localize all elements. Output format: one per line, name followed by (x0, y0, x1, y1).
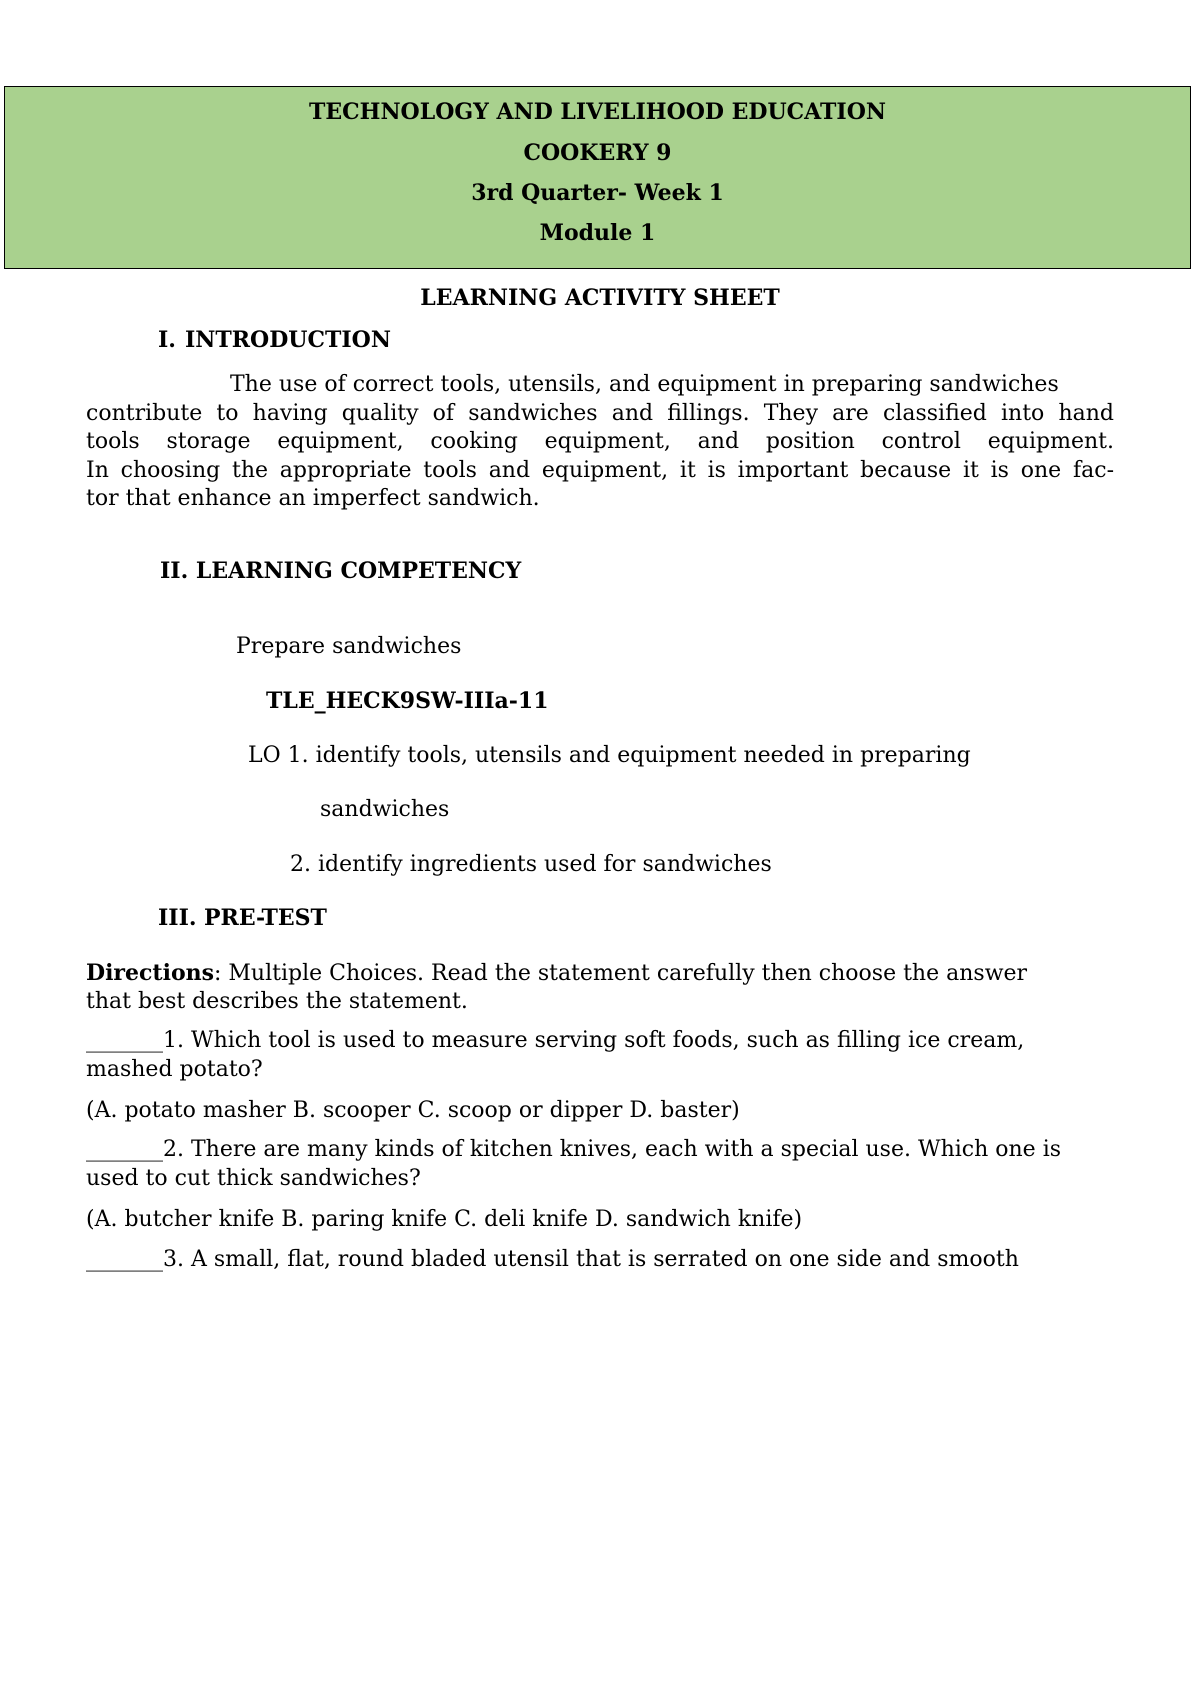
directions-continued: that best describes the statement. (86, 989, 468, 1014)
module-label: Module 1 (539, 220, 656, 246)
sheet-title: LEARNING ACTIVITY SHEET (420, 285, 780, 311)
question-3: _______3. A small, flat, round bladed utensil that is serrated on one side and smooth (86, 1247, 1019, 1272)
pretest-heading: PRE-TEST (204, 905, 327, 931)
question-1: _______1. Which tool is used to measure serving soft foods, such as filling ice cream, (86, 1028, 1025, 1053)
learning-objective-1-continued: sandwiches (320, 797, 450, 822)
competency-code: TLE_HECK9SW-IIIa-11 (266, 688, 549, 714)
intro-line-4: In choosing the appropriate tools and equipment, it is important because it is one fac- (86, 458, 1114, 483)
course-title: COOKERY 9 (523, 140, 672, 166)
directions (86, 960, 1027, 987)
quarter-week: 3rd Quarter- Week 1 (471, 180, 724, 206)
question-2-continued: used to cut thick sandwiches? (86, 1166, 421, 1191)
intro-line-2: contribute to having quality of sandwiches and fillings. They are classified into hand (86, 401, 1114, 426)
question-1-continued: mashed potato? (86, 1057, 263, 1082)
learning-objective-1: LO 1. identify tools, utensils and equipment needed in preparing (248, 743, 971, 768)
competency-heading: II. LEARNING COMPETENCY (160, 558, 522, 584)
pretest-heading-number: III. (158, 905, 197, 931)
introduction-heading-number: I. (158, 327, 176, 353)
header-banner (4, 86, 1191, 269)
competency-task: Prepare sandwiches (236, 634, 462, 659)
directions-text: : Multiple Choices. Read the statement carefully then choose the answer (214, 961, 1028, 986)
intro-line-5: tor that enhance an imperfect sandwich. (86, 486, 540, 511)
intro-line-3: tools storage equipment, cooking equipment, and position control equipment. (86, 429, 1114, 454)
question-2-choices: (A. butcher knife B. paring knife C. deli knife D. sandwich knife) (86, 1207, 803, 1232)
question-2: _______2. There are many kinds of kitchen knives, each with a special use. Which one is (86, 1137, 1062, 1162)
directions-label: Directions (86, 960, 214, 986)
introduction-heading: INTRODUCTION (185, 327, 391, 353)
question-1-choices: (A. potato masher B. scooper C. scoop or dipper D. baster) (86, 1098, 740, 1123)
learning-objective-2: 2. identify ingredients used for sandwiches (290, 852, 772, 877)
intro-line-1: The use of correct tools, utensils, and equipment in preparing sandwiches (230, 372, 1059, 397)
subject-title: TECHNOLOGY AND LIVELIHOOD EDUCATION (309, 99, 886, 125)
